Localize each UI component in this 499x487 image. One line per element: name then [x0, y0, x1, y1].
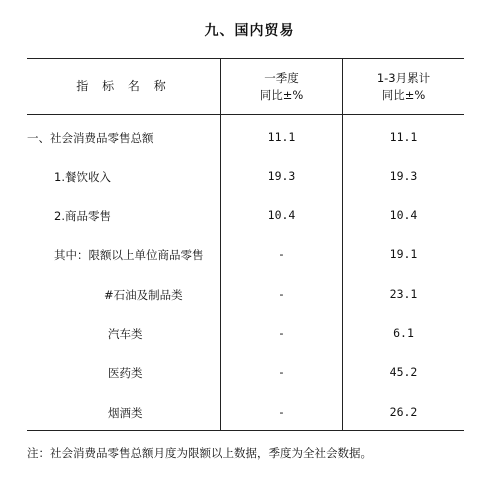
table-header — [27, 59, 464, 115]
table-row — [27, 353, 464, 393]
header-cumulative-line1: 1-3月累计 — [376, 71, 431, 85]
header-cumulative — [343, 70, 464, 104]
table-row — [27, 118, 464, 158]
table-row — [27, 314, 464, 354]
table-row — [27, 275, 464, 315]
row-q1-value: - — [278, 287, 285, 301]
row-label: 一、社会消费品零售总额 — [27, 131, 154, 145]
row-label: 烟酒类 — [108, 406, 143, 420]
row-cumulative-value: 19.1 — [389, 247, 418, 261]
header-q1-line2: 同比±% — [259, 88, 304, 102]
row-label: 其中：限额以上单位商品零售 — [54, 248, 204, 262]
header-cumulative-line2: 同比±% — [381, 88, 426, 102]
row-q1-value: - — [278, 365, 285, 379]
row-q1-value: - — [278, 405, 285, 419]
page-title: 九、国内贸易 — [204, 23, 295, 39]
row-label: #石油及制品类 — [104, 288, 183, 302]
row-q1-value: 10.4 — [267, 208, 296, 222]
table-row — [27, 393, 464, 433]
table-row — [27, 196, 464, 236]
row-label: 1.餐饮收入 — [54, 170, 111, 184]
trade-table — [27, 58, 464, 431]
row-label: 医药类 — [108, 366, 143, 380]
row-q1-value: - — [278, 247, 285, 261]
row-cumulative-value: 6.1 — [393, 326, 414, 340]
table-row — [27, 157, 464, 197]
row-label: 2.商品零售 — [54, 209, 111, 223]
row-q1-value: 11.1 — [267, 130, 296, 144]
row-cumulative-value: 45.2 — [389, 365, 418, 379]
row-label: 汽车类 — [108, 327, 143, 341]
row-q1-value: - — [278, 326, 285, 340]
table-row — [27, 235, 464, 275]
header-indicator-name: 指 标 名 称 — [76, 79, 171, 93]
row-cumulative-value: 11.1 — [389, 130, 418, 144]
row-cumulative-value: 19.3 — [389, 169, 418, 183]
row-cumulative-value: 10.4 — [389, 208, 418, 222]
header-q1 — [221, 70, 342, 104]
footnote: 注：社会消费品零售总额月度为限额以上数据，季度为全社会数据。 — [27, 446, 372, 460]
row-q1-value: 19.3 — [267, 169, 296, 183]
row-cumulative-value: 23.1 — [389, 287, 418, 301]
header-q1-line1: 一季度 — [264, 71, 299, 85]
row-cumulative-value: 26.2 — [389, 405, 418, 419]
